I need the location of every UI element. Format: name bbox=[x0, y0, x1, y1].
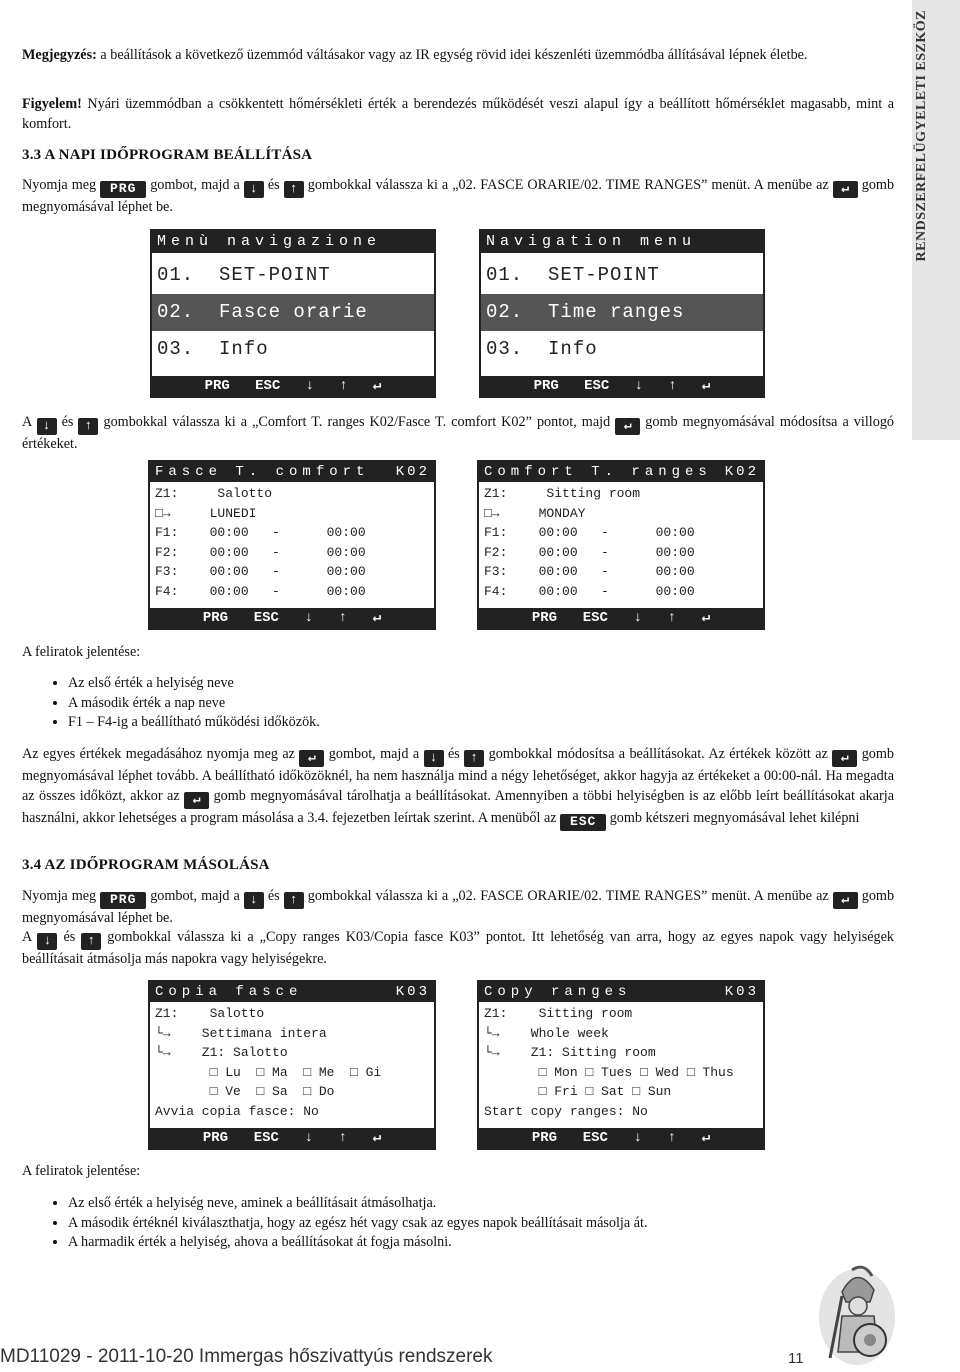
lcd-copia-it bbox=[148, 980, 436, 1150]
lcd-row: □→ LUNEDI bbox=[155, 505, 257, 521]
s34-legend-title: A feliratok jelentése: bbox=[22, 1163, 141, 1179]
lcd-row: 03. Info bbox=[486, 338, 598, 360]
list-item: • Az első érték a helyiség neve bbox=[68, 674, 320, 694]
lcd-row: F2: 00:00 - 00:00 bbox=[484, 544, 695, 560]
lcd-row: F2: 00:00 - 00:00 bbox=[155, 544, 366, 560]
s33-legend-title: A feliratok jelentése: bbox=[22, 644, 141, 660]
s34-para2: A ↓ és ↑ gombokkal válassza ki a „Copy ranges K03/Copia fasce K03” pontot. Itt lehetőség van arra, hogy az egyes napok vagy helyiségek beállításait átmásolja más napokra vagy helyiségekre. bbox=[22, 929, 895, 967]
list-item: • A második érték a nap neve bbox=[68, 694, 320, 714]
list-item: • F1 – F4-ig a beállítható működési időközök. bbox=[68, 713, 320, 733]
list-item: • A harmadik érték a helyiség, ahova a beállításokat át fogja másolni. bbox=[68, 1233, 648, 1253]
up-key-icon: ↑ bbox=[464, 750, 484, 767]
esc-key-icon: ESC bbox=[560, 814, 606, 831]
lcd-row: Avvia copia fasce: No bbox=[155, 1103, 319, 1119]
lcd-row: Z1: Salotto bbox=[155, 486, 273, 501]
lcd-title: Copy ranges K03 bbox=[479, 982, 763, 1002]
lcd-row: Z1: Sitting room bbox=[484, 1006, 633, 1021]
lcd-keys: PRG ESC ↓ ↑ ↵ bbox=[152, 376, 434, 396]
lcd-menu-en bbox=[479, 229, 765, 398]
up-key-icon: ↑ bbox=[284, 181, 304, 198]
enter-key-icon: ↵ bbox=[299, 750, 324, 767]
lcd-row: □ Ve □ Sa □ Do bbox=[155, 1084, 335, 1100]
lcd-keys: PRG ESC ↓ ↑ ↵ bbox=[479, 608, 763, 628]
heading-3-4: 3.4 AZ IDŐPROGRAM MÁSOLÁSA bbox=[22, 857, 270, 873]
lcd-row: F4: 00:00 - 00:00 bbox=[484, 583, 695, 599]
enter-key-icon: ↵ bbox=[833, 181, 858, 198]
lcd-row: □ Mon □ Tues □ Wed □ Thus bbox=[484, 1064, 734, 1080]
down-key-icon: ↓ bbox=[37, 418, 57, 435]
lcd-copia-en bbox=[477, 980, 765, 1150]
enter-key-icon: ↵ bbox=[832, 750, 857, 767]
s33-bullet-list bbox=[68, 674, 320, 733]
down-key-icon: ↓ bbox=[424, 750, 444, 767]
lcd-keys: PRG ESC ↓ ↑ ↵ bbox=[481, 376, 763, 396]
lcd-row: 03. Info bbox=[157, 338, 269, 360]
lcd-menu-it bbox=[150, 229, 436, 398]
lcd-row: □→ MONDAY bbox=[484, 505, 586, 521]
side-tab bbox=[912, 0, 960, 440]
prg-key-icon: PRG bbox=[100, 892, 146, 909]
enter-key-icon: ↵ bbox=[833, 892, 858, 909]
lcd-row-selected: 02. Time ranges bbox=[481, 294, 763, 331]
lcd-row: Start copy ranges: No bbox=[484, 1103, 648, 1119]
lcd-row: □ Lu □ Ma □ Me □ Gi bbox=[155, 1064, 382, 1080]
lcd-row: 01. SET-POINT bbox=[486, 264, 660, 286]
note-paragraph: Megjegyzés: a beállítások a következő üzemmód váltásakor vagy az IR egység rövid idei készenléti üzemmódba állításával lépnek életbe. bbox=[22, 47, 808, 63]
s33-para1: Nyomja meg PRG gombot, majd a ↓ és ↑ gombokkal válassza ki a „02. FASCE ORARIE/02. TIME RANGES” menüt. A menübe az ↵ gomb megnyomásával léphet be. bbox=[22, 177, 895, 215]
s33-para2: A ↓ és ↑ gombokkal válassza ki a „Comfort T. ranges K02/Fasce T. comfort K02” pontot, majd ↵ gomb megnyomásával módosítsa a villogó értékeket. bbox=[22, 414, 895, 452]
down-key-icon: ↓ bbox=[37, 933, 57, 950]
lcd-row: └→ Whole week bbox=[484, 1025, 609, 1041]
lcd-row: └→ Z1: Sitting room bbox=[484, 1045, 656, 1061]
list-item: • A második értéknél kiválaszthatja, hogy az egész hét vagy csak az egyes napok beállításait másolja át. bbox=[68, 1214, 648, 1234]
down-key-icon: ↓ bbox=[244, 181, 264, 198]
lcd-title: Copia fasce K03 bbox=[150, 982, 434, 1002]
warning-paragraph: Figyelem! Nyári üzemmódban a csökkentett hőmérsékleti érték a berendezés működését veszi alapul így a beállított hőmérséklet magasabb, mint a komfort. bbox=[22, 96, 894, 132]
lcd-row: F1: 00:00 - 00:00 bbox=[155, 525, 366, 541]
s34-bullet-list bbox=[68, 1194, 648, 1253]
lcd-row: F4: 00:00 - 00:00 bbox=[155, 583, 366, 599]
lcd-title: Navigation menu bbox=[481, 231, 763, 253]
lcd-row: Z1: Sitting room bbox=[484, 486, 641, 501]
lcd-row: └→ Settimana intera bbox=[155, 1025, 327, 1041]
s34-para1: Nyomja meg PRG gombot, majd a ↓ és ↑ gombokkal válassza ki a „02. FASCE ORARIE/02. TIME RANGES” menüt. A menübe az ↵ gomb megnyomásával léphet be. bbox=[22, 888, 895, 926]
lcd-row: □ Fri □ Sat □ Sun bbox=[484, 1084, 672, 1100]
lcd-keys: PRG ESC ↓ ↑ ↵ bbox=[150, 1128, 434, 1148]
heading-3-3: 3.3 A NAPI IDŐPROGRAM BEÁLLÍTÁSA bbox=[22, 147, 313, 163]
lcd-fasce-en bbox=[477, 460, 765, 630]
page-number: 11 bbox=[788, 1350, 804, 1367]
lcd-row: 01. SET-POINT bbox=[157, 264, 331, 286]
enter-key-icon: ↵ bbox=[184, 792, 209, 809]
lcd-row: F3: 00:00 - 00:00 bbox=[155, 564, 366, 580]
prg-key-icon: PRG bbox=[100, 181, 146, 198]
footer-doc-info: MD11029 - 2011-10-20 Immergas hőszivattyús rendszerek bbox=[0, 1346, 493, 1367]
lcd-keys: PRG ESC ↓ ↑ ↵ bbox=[479, 1128, 763, 1148]
warrior-mascot-icon bbox=[812, 1262, 902, 1368]
s33-para3: Az egyes értékek megadásához nyomja meg az ↵ gombot, majd a ↓ és ↑ gombokkal módosítsa a beállításokat. Az értékek között az ↵ gomb megnyomásával léphet tovább. A beállítható időközöknél, ha nem használja mind a négy lehetőséget, akkor hagyja az értékeket a 00:00-nál. Ha megadta az összes időközt, akkor az ↵ gomb megnyomásával tárolhatja a beállításokat. Amennyiben a többi helyiségben is az előbb leírt beállításokat akarja használni, akkor lehetséges a program másolása a 3.4. fejezetben leírtak szerint. A menüből az ESC gomb kétszeri megnyomásával lehet kilépni bbox=[22, 746, 895, 829]
lcd-title: Fasce T. comfort K02 bbox=[150, 462, 434, 482]
up-key-icon: ↑ bbox=[81, 933, 101, 950]
lcd-fasce-it bbox=[148, 460, 436, 630]
enter-key-icon: ↵ bbox=[615, 418, 640, 435]
list-item: • Az első érték a helyiség neve, aminek a beállításait átmásolhatja. bbox=[68, 1194, 648, 1214]
up-key-icon: ↑ bbox=[284, 892, 304, 909]
side-label: RENDSZERFELÜGYELETI ESZKÖZ bbox=[914, 10, 929, 262]
lcd-row: Z1: Salotto bbox=[155, 1006, 265, 1021]
lcd-row: F1: 00:00 - 00:00 bbox=[484, 525, 695, 541]
down-key-icon: ↓ bbox=[244, 892, 264, 909]
lcd-title: Comfort T. ranges K02 bbox=[479, 462, 763, 482]
lcd-title: Menù navigazione bbox=[152, 231, 434, 253]
lcd-row: F3: 00:00 - 00:00 bbox=[484, 564, 695, 580]
lcd-row: └→ Z1: Salotto bbox=[155, 1045, 288, 1061]
lcd-keys: PRG ESC ↓ ↑ ↵ bbox=[150, 608, 434, 628]
lcd-row-selected: 02. Fasce orarie bbox=[152, 294, 434, 331]
up-key-icon: ↑ bbox=[78, 418, 98, 435]
